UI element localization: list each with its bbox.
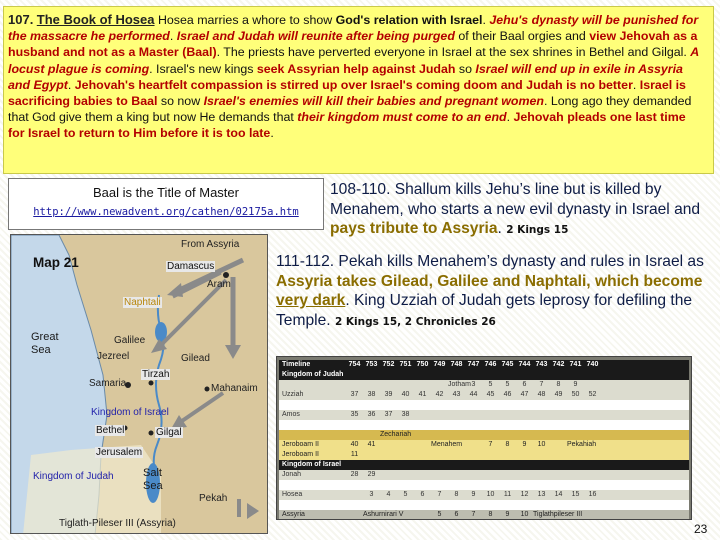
map-21 xyxy=(10,234,268,534)
gilgal-marker xyxy=(149,431,154,436)
timeline-cell: 750 xyxy=(416,361,429,368)
timeline-row-label: Jonah xyxy=(282,471,302,478)
timeline-cell: 8 xyxy=(505,441,510,448)
timeline-cell: 740 xyxy=(586,361,599,368)
timeline-row-label: Kingdom of Judah xyxy=(282,371,344,378)
map-label-kingdom-of-judah: Kingdom of Judah xyxy=(33,471,114,482)
timeline-cell: 36 xyxy=(367,411,376,418)
timeline-cell: 50 xyxy=(571,391,580,398)
timeline-row xyxy=(279,420,689,430)
timeline-row-label: Jeroboam II xyxy=(282,451,319,458)
timeline-cell: 43 xyxy=(452,391,461,398)
map-label-from-assyria: From Assyria xyxy=(181,239,240,250)
timeline-cell: 39 xyxy=(384,391,393,398)
summary-text: A locust plague is coming xyxy=(8,45,699,76)
timeline-cell: 12 xyxy=(520,491,529,498)
summary-text: Hosea marries a whore to show xyxy=(154,13,336,27)
timeline-cell: 16 xyxy=(588,491,597,498)
paragraph-108-110 xyxy=(330,180,715,241)
timeline-cell: Zechariah xyxy=(380,431,412,438)
timeline-row xyxy=(279,500,689,510)
summary-text: Jehovah's heartfelt compassion is stirred up over Israel's coming doom and Judah is no better xyxy=(74,77,633,92)
summary-text: God's relation with Israel xyxy=(335,13,483,27)
para-text: 108-110. Shallum kills Jehu’s line but is killed by Menahem, who starts a new evil dynasty in Israel and xyxy=(330,181,701,218)
timeline-row xyxy=(279,370,689,380)
timeline-cell: 3 xyxy=(369,491,374,498)
timeline-cell: 44 xyxy=(469,391,478,398)
summary-text: view Jehovah as a husband and not as a Master (Baal) xyxy=(8,29,698,60)
map-label-naphtali: Naphtali xyxy=(124,297,161,308)
timeline-cell: 14 xyxy=(554,491,563,498)
timeline-cell: 11 xyxy=(350,451,359,458)
timeline-cell: 6 xyxy=(420,491,425,498)
timeline-cell: 6 xyxy=(522,381,527,388)
map-label-gilgal: Gilgal xyxy=(156,427,182,438)
tirzah-marker xyxy=(149,381,154,386)
baal-reference-link[interactable]: http://www.newadvent.org/cathen/02175a.htm xyxy=(33,206,299,218)
timeline-cell: 8 xyxy=(488,511,493,518)
timeline-cell: 37 xyxy=(384,411,393,418)
timeline-cell: 13 xyxy=(537,491,546,498)
timeline-cell: 48 xyxy=(537,391,546,398)
timeline-cell: 49 xyxy=(554,391,563,398)
summary-text: so now xyxy=(157,94,204,109)
timeline-cell: 5 xyxy=(403,491,408,498)
para-text: . xyxy=(497,220,507,237)
timeline-cell: 40 xyxy=(350,441,359,448)
timeline-cell: 10 xyxy=(520,511,529,518)
timeline-row-label: Hosea xyxy=(282,491,303,498)
map-label-great-sea: Great Sea xyxy=(31,331,59,356)
timeline-cell: 745 xyxy=(501,361,514,368)
timeline-cell: 747 xyxy=(467,361,480,368)
timeline-cell: 45 xyxy=(486,391,495,398)
timeline-row xyxy=(279,440,689,450)
timeline-cell: 754 xyxy=(348,361,361,368)
summary-text: . The priests have perverted everyone in Israel at the sex shrines in Bethel and Gilgal. xyxy=(216,45,691,60)
timeline-row-label: Jeroboam II xyxy=(282,441,319,448)
scripture-reference: 2 Kings 15, 2 Chronicles 26 xyxy=(334,315,496,328)
timeline-cell: Jotham xyxy=(448,381,471,388)
pekah-arrow xyxy=(179,393,223,423)
timeline-cell: 8 xyxy=(454,491,459,498)
summary-text: . xyxy=(632,77,640,92)
timeline-cell: 29 xyxy=(367,471,376,478)
para-text: 111-112. Pekah kills Menahem’s dynasty and rules in Israel as xyxy=(276,253,704,270)
summary-text: . Long ago they demanded that God give them a king but now He demands that xyxy=(8,94,692,125)
timeline-cell: 5 xyxy=(488,381,493,388)
timeline-row-label: Uzziah xyxy=(282,391,304,398)
summary-text: . xyxy=(482,13,490,27)
summary-text: . xyxy=(270,126,274,141)
timeline-cell: 8 xyxy=(556,381,561,388)
timeline-row xyxy=(279,400,689,410)
map-label-kingdom-of-israel: Kingdom of Israel xyxy=(91,407,169,418)
scripture-reference: 2 Kings 15 xyxy=(506,224,569,236)
summary-text: Israel will end up in exile in Assyria and Egypt xyxy=(8,61,683,92)
para-highlight: pays tribute to Assyria xyxy=(330,220,498,237)
timeline-row xyxy=(279,360,689,370)
map-title: Map 21 xyxy=(33,255,79,270)
para-highlight: Assyria takes Gilead, Galilee and Naphtali, which become xyxy=(276,272,703,290)
timeline-cell: 40 xyxy=(401,391,410,398)
timeline-cell: 752 xyxy=(382,361,395,368)
summary-text: Jehu's dynasty will be punished for the massacre he performed xyxy=(8,13,699,44)
timeline-row xyxy=(279,450,689,460)
timeline-row xyxy=(279,480,689,490)
timeline-cell: Pekahiah xyxy=(567,441,597,448)
page-number: 23 xyxy=(694,522,708,536)
timeline-cell: 9 xyxy=(505,511,510,518)
summary-title: The Book of Hosea xyxy=(36,12,155,27)
timeline-cell: 743 xyxy=(535,361,548,368)
map-label-tiglath-pileser: Tiglath-Pileser III (Assyria) xyxy=(59,518,176,529)
timeline-cell: 7 xyxy=(471,511,476,518)
timeline-cell: 10 xyxy=(486,491,495,498)
gilead-arrowhead xyxy=(225,345,241,359)
timeline-cell: 746 xyxy=(484,361,497,368)
timeline-cell: 37 xyxy=(350,391,359,398)
timeline-cell: 42 xyxy=(435,391,444,398)
timeline-cell: 41 xyxy=(418,391,427,398)
summary-text: Israel's enemies will kill their babies and pregnant women xyxy=(203,94,544,109)
jordan-river xyxy=(154,295,164,475)
timeline-cell: 9 xyxy=(471,491,476,498)
timeline-row xyxy=(279,430,689,440)
mahanaim-marker xyxy=(205,387,210,392)
timeline-row-label: Amos xyxy=(282,411,300,418)
summary-text: so xyxy=(455,61,476,76)
timeline-cell: 7 xyxy=(437,491,442,498)
timeline-cell: 7 xyxy=(488,441,493,448)
timeline-row-label: Assyria xyxy=(282,511,305,518)
summary-text: Israel and Judah will reunite after being purged xyxy=(176,29,455,44)
timeline-row xyxy=(279,470,689,480)
timeline-cell: 47 xyxy=(520,391,529,398)
map-label-gilead: Gilead xyxy=(181,353,210,364)
timeline-cell: 5 xyxy=(437,511,442,518)
timeline-row-label: Kingdom of Israel xyxy=(282,461,342,468)
timeline-cell: 742 xyxy=(552,361,565,368)
timeline-row xyxy=(279,490,689,500)
hosea-summary-box xyxy=(3,6,714,174)
timeline-cell: 28 xyxy=(350,471,359,478)
map-label-samaria: Samaria xyxy=(89,378,127,389)
timeline-cell: 753 xyxy=(365,361,378,368)
timeline-cell: 11 xyxy=(503,491,512,498)
paragraph-111-112 xyxy=(276,252,716,332)
map-label-jezreel: Jezreel xyxy=(97,351,130,362)
summary-text: their kingdom must come to an end xyxy=(297,110,507,125)
timeline-cell: 35 xyxy=(350,411,359,418)
damascus-marker xyxy=(223,272,229,278)
map-label-jerusalem: Jerusalem xyxy=(96,447,143,458)
map-label-aram: Aram xyxy=(207,279,231,290)
timeline-cell: 46 xyxy=(503,391,512,398)
map-label-damascus: Damascus xyxy=(167,261,215,272)
timeline-row-label: Timeline xyxy=(282,361,311,368)
timeline-cell: 9 xyxy=(573,381,578,388)
summary-text: . xyxy=(67,77,75,92)
summary-number: 107. xyxy=(8,12,34,27)
baal-title: Baal is the Title of Master xyxy=(93,185,239,200)
para-text: . King Uzziah of Judah gets leprosy for defiling the Temple. xyxy=(276,292,693,329)
timeline-cell: Tiglathpileser III xyxy=(533,511,583,518)
tiglath-arrowhead xyxy=(247,503,259,519)
map-label-pekah: Pekah xyxy=(199,493,228,504)
map-label-tirzah: Tirzah xyxy=(142,369,170,380)
timeline-cell: 15 xyxy=(571,491,580,498)
timeline-cell: 741 xyxy=(569,361,582,368)
map-label-mahanaim: Mahanaim xyxy=(211,383,258,394)
timeline-cell: 38 xyxy=(401,411,410,418)
timeline-cell: 748 xyxy=(450,361,463,368)
timeline-cell: 10 xyxy=(537,441,546,448)
timeline-cell: Ashurnirari V xyxy=(363,511,404,518)
summary-text: . xyxy=(506,110,514,125)
timeline-row xyxy=(279,460,689,470)
summary-text: . xyxy=(169,29,177,44)
timeline-cell: 4 xyxy=(386,491,391,498)
timeline-row xyxy=(279,410,689,420)
timeline-cell: 5 xyxy=(505,381,510,388)
timeline-cell: 52 xyxy=(588,391,597,398)
timeline-row xyxy=(279,380,689,390)
timeline-chart xyxy=(276,356,692,520)
map-label-galilee: Galilee xyxy=(114,335,146,346)
baal-callout xyxy=(8,178,324,230)
timeline-cell: Menahem xyxy=(431,441,463,448)
timeline-cell: 9 xyxy=(522,441,527,448)
timeline-cell: 3 xyxy=(471,381,476,388)
timeline-row xyxy=(279,510,689,520)
para-highlight: very dark xyxy=(276,292,346,309)
summary-text: seek Assyrian help against Judah xyxy=(256,61,456,76)
summary-text: . Israel's new kings xyxy=(149,61,257,76)
timeline-row xyxy=(279,390,689,400)
timeline-cell: 41 xyxy=(367,441,376,448)
map-label-salt-sea: Salt Sea xyxy=(143,467,163,492)
summary-text: Israel is sacrificing babies to Baal xyxy=(8,77,686,109)
timeline-cell: 38 xyxy=(367,391,376,398)
timeline-cell: 749 xyxy=(433,361,446,368)
timeline-cell: 7 xyxy=(539,381,544,388)
timeline-cell: 751 xyxy=(399,361,412,368)
map-label-bethel: Bethel xyxy=(96,425,125,436)
summary-text: of their Baal orgies and xyxy=(454,29,590,44)
timeline-cell: 744 xyxy=(518,361,531,368)
timeline-cell: 6 xyxy=(454,511,459,518)
summary-text: Jehovah pleads one last time for Israel to return to Him before it is too late xyxy=(8,110,686,141)
